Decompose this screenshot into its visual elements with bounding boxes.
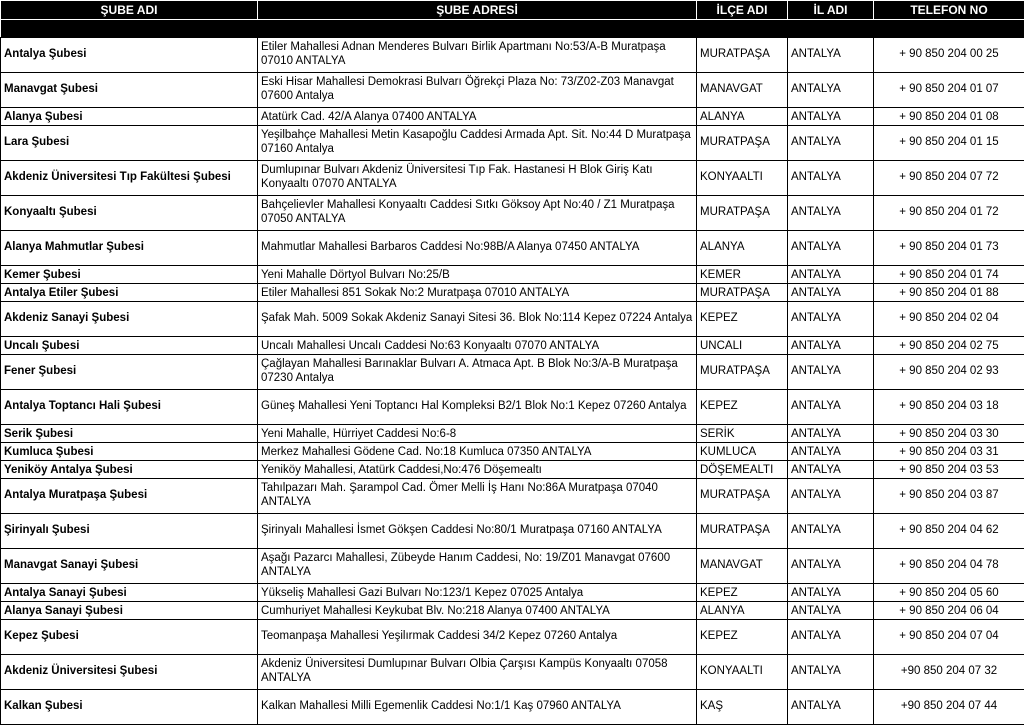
city-cell: ANTALYA xyxy=(788,514,874,549)
phone-cell: + 90 850 204 04 62 xyxy=(874,514,1024,549)
branch-name-cell: Akdeniz Sanayi Şubesi xyxy=(1,302,258,337)
phone-cell: +90 850 204 07 32 xyxy=(874,655,1024,690)
city-cell: ANTALYA xyxy=(788,73,874,108)
table-row xyxy=(1,284,1024,302)
branch-address-cell: Çağlayan Mahallesi Barınaklar Bulvarı A. Atmaca Apt. B Blok No:3/A-B Muratpaşa 07230 Antalya xyxy=(258,355,697,390)
table-row xyxy=(1,479,1024,514)
phone-cell: + 90 850 204 05 60 xyxy=(874,584,1024,602)
table-row xyxy=(1,266,1024,284)
branch-name-cell: Antalya Toptancı Hali Şubesi xyxy=(1,390,258,425)
city-cell: ANTALYA xyxy=(788,302,874,337)
table-row xyxy=(1,690,1024,725)
phone-cell: + 90 850 204 01 08 xyxy=(874,108,1024,126)
table-row xyxy=(1,108,1024,126)
district-cell: MURATPAŞA xyxy=(697,355,788,390)
branch-address-cell: Yeni Mahalle, Hürriyet Caddesi No:6-8 xyxy=(258,425,697,443)
phone-cell: + 90 850 204 07 04 xyxy=(874,620,1024,655)
city-cell: ANTALYA xyxy=(788,196,874,231)
branch-address-cell: Şirinyalı Mahallesi İsmet Gökşen Caddesi No:80/1 Muratpaşa 07160 ANTALYA xyxy=(258,514,697,549)
branch-name-cell: Kumluca Şubesi xyxy=(1,443,258,461)
district-cell: KEPEZ xyxy=(697,620,788,655)
district-cell: MURATPAŞA xyxy=(697,126,788,161)
district-cell: UNCALI xyxy=(697,337,788,355)
city-cell: ANTALYA xyxy=(788,479,874,514)
phone-cell: + 90 850 204 03 53 xyxy=(874,461,1024,479)
branch-address-cell: Uncalı Mahallesi Uncalı Caddesi No:63 Konyaaltı 07070 ANTALYA xyxy=(258,337,697,355)
district-cell: MURATPAŞA xyxy=(697,196,788,231)
district-cell: MURATPAŞA xyxy=(697,514,788,549)
branch-name-cell: Alanya Şubesi xyxy=(1,108,258,126)
header-branch-name: ŞUBE ADI xyxy=(1,1,258,20)
district-cell: DÖŞEMEALTI xyxy=(697,461,788,479)
table-row xyxy=(1,73,1024,108)
branch-address-cell: Cumhuriyet Mahallesi Keykubat Blv. No:218 Alanya 07400 ANTALYA xyxy=(258,602,697,620)
table-row xyxy=(1,337,1024,355)
phone-cell: + 90 850 204 02 75 xyxy=(874,337,1024,355)
branch-address-cell: Etiler Mahallesi 851 Sokak No:2 Muratpaşa 07010 ANTALYA xyxy=(258,284,697,302)
city-cell: ANTALYA xyxy=(788,231,874,266)
city-cell: ANTALYA xyxy=(788,284,874,302)
table-row xyxy=(1,302,1024,337)
branch-name-cell: Serik Şubesi xyxy=(1,425,258,443)
city-cell: ANTALYA xyxy=(788,337,874,355)
district-cell: KONYAALTI xyxy=(697,161,788,196)
phone-cell: + 90 850 204 01 07 xyxy=(874,73,1024,108)
table-row xyxy=(1,161,1024,196)
district-cell: MANAVGAT xyxy=(697,549,788,584)
district-cell: ALANYA xyxy=(697,602,788,620)
table-row xyxy=(1,584,1024,602)
header-branch-address: ŞUBE ADRESİ xyxy=(258,1,697,20)
city-cell: ANTALYA xyxy=(788,355,874,390)
branch-name-cell: Fener Şubesi xyxy=(1,355,258,390)
phone-cell: + 90 850 204 01 15 xyxy=(874,126,1024,161)
city-cell: ANTALYA xyxy=(788,108,874,126)
city-cell: ANTALYA xyxy=(788,549,874,584)
table-row xyxy=(1,390,1024,425)
header-row xyxy=(1,1,1024,20)
table-row xyxy=(1,514,1024,549)
branch-address-cell: Merkez Mahallesi Gödene Cad. No:18 Kumluca 07350 ANTALYA xyxy=(258,443,697,461)
city-cell: ANTALYA xyxy=(788,443,874,461)
branch-name-cell: Kepez Şubesi xyxy=(1,620,258,655)
branch-name-cell: Manavgat Sanayi Şubesi xyxy=(1,549,258,584)
branch-address-cell: Dumlupınar Bulvarı Akdeniz Üniversitesi Tıp Fak. Hastanesi H Blok Giriş Katı Konyaaltı 07070 ANTALYA xyxy=(258,161,697,196)
branch-name-cell: Antalya Şubesi xyxy=(1,38,258,73)
district-cell: MURATPAŞA xyxy=(697,284,788,302)
branch-name-cell: Uncalı Şubesi xyxy=(1,337,258,355)
phone-cell: + 90 850 204 01 72 xyxy=(874,196,1024,231)
phone-cell: + 90 850 204 03 31 xyxy=(874,443,1024,461)
city-cell: ANTALYA xyxy=(788,425,874,443)
city-cell: ANTALYA xyxy=(788,266,874,284)
district-cell: SERİK xyxy=(697,425,788,443)
branch-address-cell: Eski Hisar Mahallesi Demokrasi Bulvarı Öğrekçi Plaza No: 73/Z02-Z03 Manavgat 07600 Antalya xyxy=(258,73,697,108)
phone-cell: + 90 850 204 03 18 xyxy=(874,390,1024,425)
branch-address-cell: Yeniköy Mahallesi, Atatürk Caddesi,No:476 Döşemealtı xyxy=(258,461,697,479)
district-cell: MURATPAŞA xyxy=(697,479,788,514)
district-cell: MANAVGAT xyxy=(697,73,788,108)
table-row xyxy=(1,602,1024,620)
branch-name-cell: Lara Şubesi xyxy=(1,126,258,161)
phone-cell: + 90 850 204 01 88 xyxy=(874,284,1024,302)
city-cell: ANTALYA xyxy=(788,390,874,425)
district-cell: KEPEZ xyxy=(697,302,788,337)
branch-address-cell: Güneş Mahallesi Yeni Toptancı Hal Kompleksi B2/1 Blok No:1 Kepez 07260 Antalya xyxy=(258,390,697,425)
city-cell: ANTALYA xyxy=(788,161,874,196)
branch-address-cell: Teomanpaşa Mahallesi Yeşilırmak Caddesi 34/2 Kepez 07260 Antalya xyxy=(258,620,697,655)
phone-cell: + 90 850 204 07 72 xyxy=(874,161,1024,196)
table-row xyxy=(1,355,1024,390)
branch-name-cell: Manavgat Şubesi xyxy=(1,73,258,108)
phone-cell: + 90 850 204 02 04 xyxy=(874,302,1024,337)
header-spacer-bar xyxy=(1,20,1024,38)
district-cell: MURATPAŞA xyxy=(697,38,788,73)
table-row xyxy=(1,126,1024,161)
table-row xyxy=(1,461,1024,479)
district-cell: KAŞ xyxy=(697,690,788,725)
city-cell: ANTALYA xyxy=(788,584,874,602)
branch-address-cell: Akdeniz Üniversitesi Dumlupınar Bulvarı Olbia Çarşısı Kampüs Konyaaltı 07058 ANTALYA xyxy=(258,655,697,690)
header-city: İL ADI xyxy=(788,1,874,20)
branch-name-cell: Kalkan Şubesi xyxy=(1,690,258,725)
branch-address-cell: Yükseliş Mahallesi Gazi Bulvarı No:123/1 Kepez 07025 Antalya xyxy=(258,584,697,602)
branch-address-cell: Mahmutlar Mahallesi Barbaros Caddesi No:98B/A Alanya 07450 ANTALYA xyxy=(258,231,697,266)
branch-name-cell: Yeniköy Antalya Şubesi xyxy=(1,461,258,479)
phone-cell: + 90 850 204 03 87 xyxy=(874,479,1024,514)
branch-name-cell: Alanya Mahmutlar Şubesi xyxy=(1,231,258,266)
branch-address-cell: Atatürk Cad. 42/A Alanya 07400 ANTALYA xyxy=(258,108,697,126)
district-cell: KEMER xyxy=(697,266,788,284)
branch-address-cell: Kalkan Mahallesi Milli Egemenlik Caddesi No:1/1 Kaş 07960 ANTALYA xyxy=(258,690,697,725)
branch-address-cell: Şafak Mah. 5009 Sokak Akdeniz Sanayi Sitesi 36. Blok No:114 Kepez 07224 Antalya xyxy=(258,302,697,337)
phone-cell: +90 850 204 07 44 xyxy=(874,690,1024,725)
table-row xyxy=(1,425,1024,443)
table-row xyxy=(1,38,1024,73)
branch-address-cell: Etiler Mahallesi Adnan Menderes Bulvarı Birlik Apartmanı No:53/A-B Muratpaşa 07010 ANTALYA xyxy=(258,38,697,73)
city-cell: ANTALYA xyxy=(788,655,874,690)
table-body xyxy=(1,38,1024,725)
city-cell: ANTALYA xyxy=(788,126,874,161)
district-cell: KEPEZ xyxy=(697,390,788,425)
table-header xyxy=(1,1,1024,38)
header-phone: TELEFON NO xyxy=(874,1,1024,20)
header-spacer-row xyxy=(1,20,1024,38)
city-cell: ANTALYA xyxy=(788,690,874,725)
branch-address-cell: Bahçelievler Mahallesi Konyaaltı Caddesi Sıtkı Göksoy Apt No:40 / Z1 Muratpaşa 07050 ANTALYA xyxy=(258,196,697,231)
table-row xyxy=(1,549,1024,584)
city-cell: ANTALYA xyxy=(788,38,874,73)
table-row xyxy=(1,655,1024,690)
branch-name-cell: Alanya Sanayi Şubesi xyxy=(1,602,258,620)
district-cell: KONYAALTI xyxy=(697,655,788,690)
branch-name-cell: Şirinyalı Şubesi xyxy=(1,514,258,549)
branch-name-cell: Akdeniz Üniversitesi Şubesi xyxy=(1,655,258,690)
phone-cell: + 90 850 204 02 93 xyxy=(874,355,1024,390)
branch-name-cell: Kemer Şubesi xyxy=(1,266,258,284)
header-district: İLÇE ADI xyxy=(697,1,788,20)
phone-cell: + 90 850 204 03 30 xyxy=(874,425,1024,443)
table-row xyxy=(1,196,1024,231)
phone-cell: + 90 850 204 06 04 xyxy=(874,602,1024,620)
city-cell: ANTALYA xyxy=(788,620,874,655)
branch-name-cell: Antalya Etiler Şubesi xyxy=(1,284,258,302)
district-cell: KEPEZ xyxy=(697,584,788,602)
phone-cell: + 90 850 204 01 74 xyxy=(874,266,1024,284)
branch-name-cell: Akdeniz Üniversitesi Tıp Fakültesi Şubesi xyxy=(1,161,258,196)
branch-address-cell: Aşağı Pazarcı Mahallesi, Zübeyde Hanım Caddesi, No: 19/Z01 Manavgat 07600 ANTALYA xyxy=(258,549,697,584)
district-cell: ALANYA xyxy=(697,108,788,126)
phone-cell: + 90 850 204 00 25 xyxy=(874,38,1024,73)
branch-address-cell: Yeni Mahalle Dörtyol Bulvarı No:25/B xyxy=(258,266,697,284)
city-cell: ANTALYA xyxy=(788,602,874,620)
branch-name-cell: Antalya Muratpaşa Şubesi xyxy=(1,479,258,514)
district-cell: KUMLUCA xyxy=(697,443,788,461)
city-cell: ANTALYA xyxy=(788,461,874,479)
table-row xyxy=(1,443,1024,461)
phone-cell: + 90 850 204 01 73 xyxy=(874,231,1024,266)
phone-cell: + 90 850 204 04 78 xyxy=(874,549,1024,584)
branch-address-cell: Tahılpazarı Mah. Şarampol Cad. Ömer Melli İş Hanı No:86A Muratpaşa 07040 ANTALYA xyxy=(258,479,697,514)
branch-address-cell: Yeşilbahçe Mahallesi Metin Kasapoğlu Caddesi Armada Apt. Sit. No:44 D Muratpaşa 07160 Antalya xyxy=(258,126,697,161)
branch-name-cell: Konyaaltı Şubesi xyxy=(1,196,258,231)
district-cell: ALANYA xyxy=(697,231,788,266)
table-row xyxy=(1,620,1024,655)
branch-name-cell: Antalya Sanayi Şubesi xyxy=(1,584,258,602)
table-row xyxy=(1,231,1024,266)
